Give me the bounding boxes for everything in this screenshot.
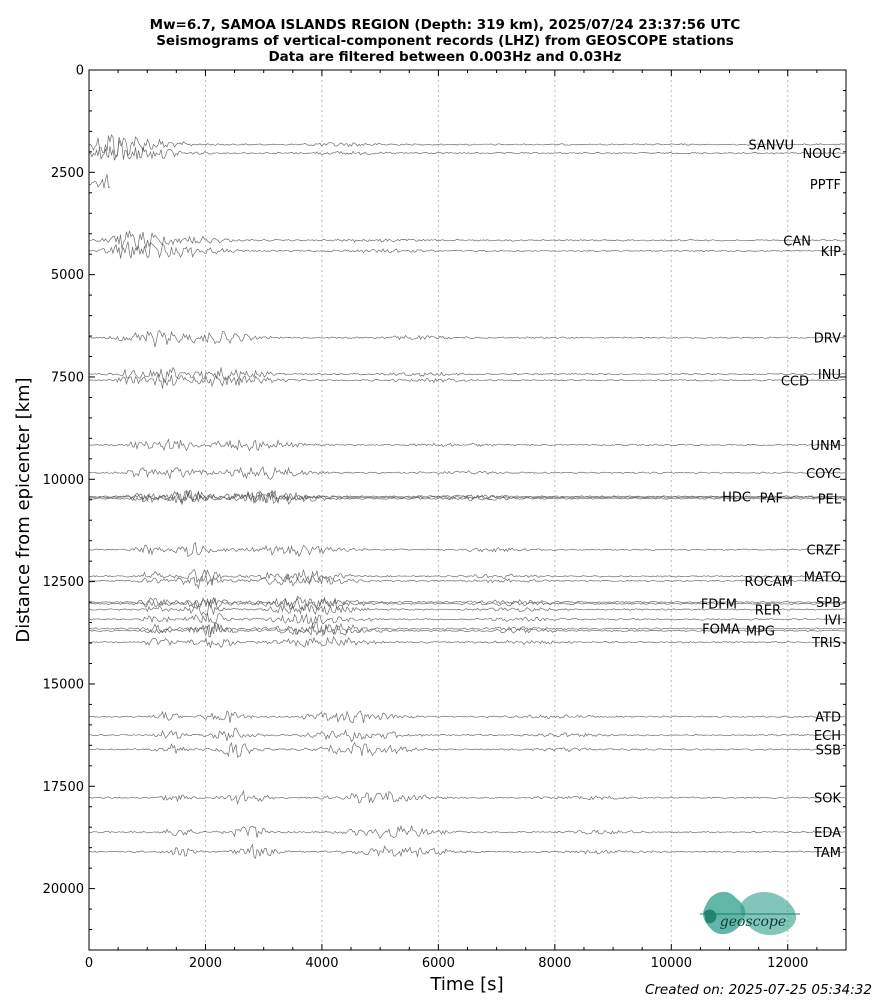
plot-frame <box>89 70 846 950</box>
station-label: INU <box>817 368 841 384</box>
station-label: DRV <box>813 331 841 347</box>
y-tick-label: 12500 <box>42 575 84 591</box>
x-tick-label: 4000 <box>305 956 339 971</box>
station-label: KIP <box>820 244 841 260</box>
title-line-2: Seismograms of vertical-component records (LHZ) from GEOSCOPE stations <box>156 33 734 49</box>
y-tick-label: 7500 <box>50 370 84 386</box>
y-axis-title: Distance from epicenter [km] <box>13 377 34 643</box>
station-label: TRIS <box>811 636 841 652</box>
title-line-3: Data are filtered between 0.003Hz and 0.03Hz <box>268 49 622 65</box>
station-label: FDFM <box>700 597 737 613</box>
tick-layer <box>43 64 846 972</box>
station-label: SANVU <box>748 138 794 154</box>
station-trace <box>89 845 845 859</box>
station-label: CRZF <box>806 543 841 559</box>
station-label: MPG <box>745 624 775 640</box>
station-label: CCD <box>780 374 809 390</box>
station-trace <box>89 637 845 648</box>
station-trace <box>89 711 845 723</box>
station-trace <box>89 728 845 741</box>
station-label: ECH <box>813 729 841 745</box>
x-axis-title: Time [s] <box>430 974 504 995</box>
station-label: PAF <box>759 491 783 507</box>
grid-layer <box>205 70 787 950</box>
station-label: NOUC <box>802 147 841 163</box>
station-label: CAN <box>783 234 811 250</box>
geoscope-logo <box>700 892 800 935</box>
x-tick-label: 10000 <box>650 956 692 971</box>
x-tick-label: 12000 <box>767 956 809 971</box>
title-line-1: Mw=6.7, SAMOA ISLANDS REGION (Depth: 319 km), 2025/07/24 23:37:56 UTC <box>149 17 741 33</box>
station-label: SSB <box>815 743 841 759</box>
x-tick-label: 6000 <box>421 956 455 971</box>
y-tick-label: 17500 <box>42 779 84 795</box>
station-trace <box>89 826 845 838</box>
station-label: FOMA <box>702 622 740 638</box>
x-tick-label: 2000 <box>188 956 223 971</box>
x-tick-label: 0 <box>84 956 94 971</box>
station-label: UNM <box>810 438 841 454</box>
station-label: PEL <box>817 492 841 508</box>
station-label: RER <box>754 603 781 619</box>
station-label: ROCAM <box>744 574 793 590</box>
y-tick-label: 15000 <box>42 677 84 693</box>
station-trace <box>89 743 845 757</box>
station-label-layer <box>701 138 842 860</box>
y-tick-label: 2500 <box>50 165 84 181</box>
station-trace <box>89 440 845 451</box>
station-label: PPTF <box>809 177 841 193</box>
station-label: IVI <box>824 613 841 629</box>
y-tick-label: 20000 <box>42 882 84 898</box>
station-trace <box>89 174 110 188</box>
station-label: SOK <box>813 791 841 807</box>
station-label: EDA <box>814 826 841 842</box>
station-label: SPB <box>815 596 841 612</box>
station-trace <box>89 231 845 250</box>
station-label: TAM <box>813 845 841 861</box>
station-label: ATD <box>815 710 841 726</box>
y-tick-label: 5000 <box>50 268 84 284</box>
y-tick-label: 0 <box>75 63 84 79</box>
y-tick-label: 10000 <box>42 472 84 488</box>
station-trace <box>89 330 845 347</box>
station-trace <box>89 242 845 259</box>
logo-text: geoscope <box>719 914 787 930</box>
station-trace <box>89 140 845 163</box>
station-trace <box>89 543 845 557</box>
station-label: COYC <box>806 466 841 482</box>
station-trace <box>89 467 845 479</box>
station-label: MATO <box>803 570 841 586</box>
station-label: HDC <box>722 490 751 506</box>
station-trace <box>89 791 845 804</box>
x-tick-label: 8000 <box>538 956 572 971</box>
created-on-footer: Created on: 2025-07-25 05:34:32 <box>644 982 872 998</box>
